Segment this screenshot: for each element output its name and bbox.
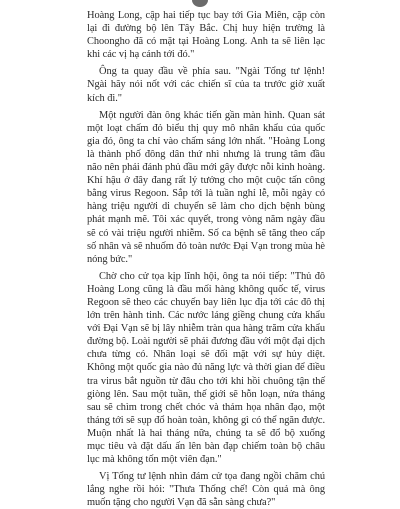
paragraph-1: Hoàng Long, cập hai tiếp tục bay tới Gia Miên, cặp còn lại đi đường bộ lên Tây Bắc. Chị huy hiện trường là Choongho đã có mặt tại Hoàng Long. Anh ta sẽ liên lạc khi các vị hạ cánh tới đó." <box>87 10 325 61</box>
paragraph-5: Vị Tổng tư lệnh nhìn đám cử tọa đang ngồi chăm chú lắng nghe rồi hỏi: "Thưa Thống chế! Còn quả mà ông muốn tặng cho người Vạn đã sẵn sàng chưa?" <box>87 471 325 509</box>
paragraph-3: Một người đàn ông khác tiến gần màn hình. Quan sát một loạt chấm đỏ biểu thị quy mô nhân khẩu của quốc gia đó, ông ta chỉ vào chấm sáng lớn nhất. "Hoàng Long là thành phố đông dân thứ nhì nhưng là trung tâm đầu não nên phải đánh phủ đầu mới gây được nỗi kinh hoàng. Khí hậu ở đây đang rất lý tưởng cho một cuộc tấn công bằng virus Regoon. Sắp tới là tuần nghỉ lễ, mỗi ngày có hàng triệu người di chuyển sẽ làm cho dịch bệnh bùng phát mạnh mẽ. Tôi xác quyết, trong vòng năm ngày đầu sẽ có vài triệu người nhiễm. Số ca bệnh sẽ tăng theo cấp số nhân và sẽ nhuốm đỏ toàn nước Đại Vạn trong mùa hè nóng bức." <box>87 109 325 265</box>
paragraph-4: Chờ cho cử tọa kịp lĩnh hội, ông ta nói tiếp: "Thủ đô Hoàng Long cũng là đầu mối hàng không quốc tế, virus Regoon sẽ theo các chuyến bay liên lục địa tới các đô thị lớn trên hành tinh. Các nước láng giềng chung cửa khẩu với Đại Vạn sẽ bị lây nhiễm tràn qua hàng trăm cửa khẩu đường bộ. Loài người sẽ phải đương đầu với một đại dịch chưa từng có. Nhân loại sẽ đối mặt với sự hủy diệt. Không một quốc gia nào đủ năng lực và thời gian để điều tra virus bắt nguồn từ đâu cho tới khi hồi chuông tận thế giòng lên. Sau một tuần, thế giới sẽ hỗn loạn, nửa tháng sau sẽ chìm trong chết chóc và thảm họa nhân đạo, một tháng tới sẽ sụp đổ hoàn toàn, không gì có thể ngăn được. Muộn nhất là hai tháng nữa, chúng ta sẽ đổ bộ xuống mục tiêu và đặt dấu ấn lên bàn đạp chiếm toàn bộ châu lục mà không tốn một viên đạn." <box>87 270 325 466</box>
paragraph-2: Ông ta quay đầu về phía sau. "Ngài Tổng tư lệnh! Ngài hãy nói nốt với các chiến sĩ của ta trước giờ xuất kích đi." <box>87 66 325 104</box>
page-ornament <box>192 0 208 7</box>
page-text <box>87 9 325 509</box>
